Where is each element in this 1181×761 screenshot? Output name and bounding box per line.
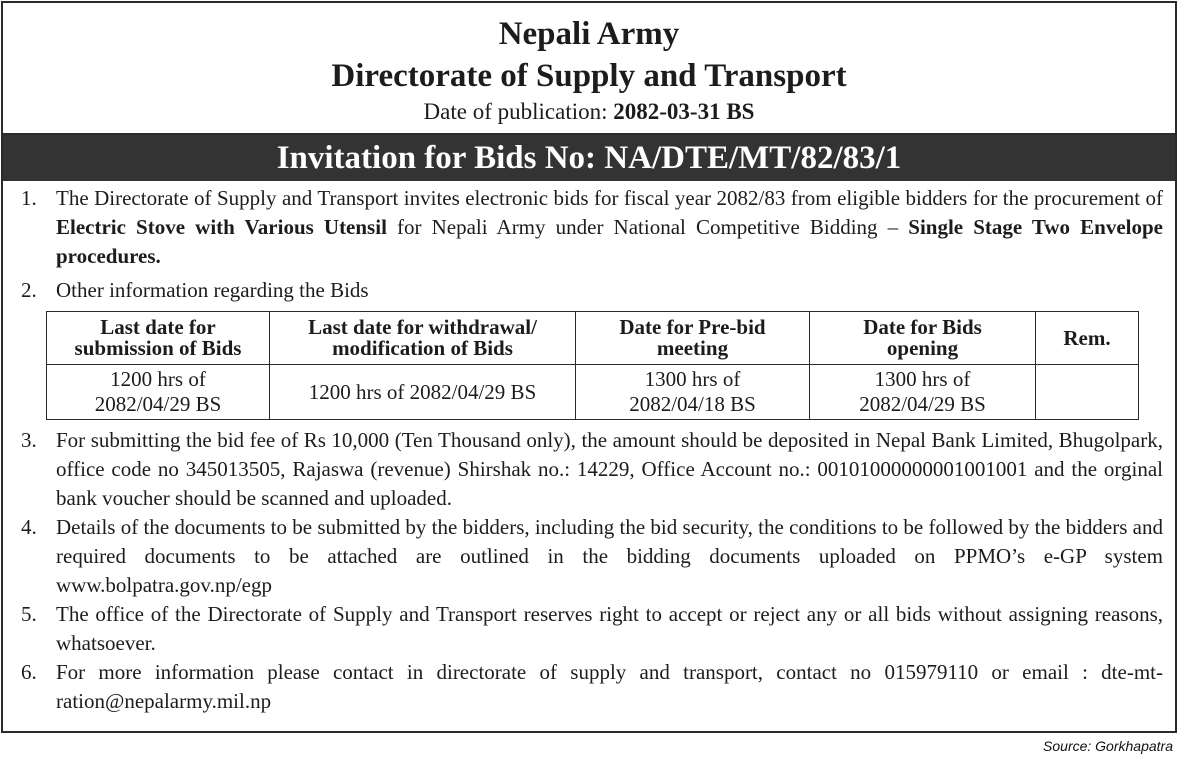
- list-item: [3, 276, 1175, 305]
- header-line: modification of Bids: [332, 336, 513, 360]
- organization-name: Nepali Army: [498, 16, 680, 52]
- item-number: 3.: [21, 428, 37, 452]
- cell-line: 2082/04/29 BS: [94, 392, 222, 416]
- item-number: 1.: [21, 186, 37, 210]
- item-text: For more information please contact in directorate of supply and transport, contact no 015979110 or email : dte-mt-ration@nepalarmy.mil.np: [56, 660, 1163, 713]
- cell-line: 1300 hrs of: [644, 367, 741, 391]
- table-row: [47, 365, 1139, 420]
- bid-dates-table: [46, 311, 1139, 420]
- col-header-remarks: Rem.: [1036, 312, 1139, 365]
- cell-remarks: [1036, 365, 1139, 420]
- item-text: Details of the documents to be submitted by the bidders, including the bid security, the conditions to be followed by the bidders and required documents to be attached are outlined in the bidding documents uploaded on PPMO’s e-GP system www.bolpatra.gov.np/egp: [56, 515, 1163, 597]
- cell-line: 1300 hrs of: [874, 367, 971, 391]
- header-line: Date for Pre-bid: [619, 315, 766, 339]
- cell-submission: [47, 365, 270, 420]
- col-header-submission: [47, 312, 270, 365]
- list-item: [3, 658, 1175, 716]
- table-header-row: [47, 312, 1139, 365]
- list-item: [3, 513, 1175, 600]
- item-number: 4.: [21, 515, 37, 539]
- cell-withdrawal: 1200 hrs of 2082/04/29 BS: [270, 365, 576, 420]
- item-number: 5.: [21, 602, 37, 626]
- header-line: meeting: [656, 336, 729, 360]
- item-number: 2.: [21, 278, 37, 302]
- list-item: [3, 184, 1175, 271]
- cell-line: 1200 hrs of: [110, 367, 206, 391]
- bid-title-banner: Invitation for Bids No: NA/DTE/MT/82/83/1: [3, 135, 1175, 181]
- cell-prebid: [576, 365, 810, 420]
- cell-line: 2082/04/18 BS: [629, 392, 756, 416]
- header-line: opening: [886, 336, 959, 360]
- cell-line: 2082/04/29 BS: [859, 392, 986, 416]
- item-text-part: for Nepali Army under National Competitive Bidding –: [386, 215, 909, 239]
- publication-date: 2082-03-31 BS: [613, 99, 755, 124]
- item-text: [56, 186, 1163, 268]
- col-header-prebid: [576, 312, 810, 365]
- publication-label: Date of publication:: [423, 99, 608, 124]
- item-text-part: The Directorate of Supply and Transport invites electronic bids for fiscal year 2082/83 from eligible bidders for the procurement of: [56, 186, 1163, 210]
- item-text: Other information regarding the Bids: [56, 278, 369, 302]
- list-item: [3, 600, 1175, 658]
- col-header-opening: [810, 312, 1036, 365]
- bid-notice: [1, 1, 1177, 733]
- item-number: 6.: [21, 660, 37, 684]
- cell-opening: [810, 365, 1036, 420]
- directorate-name: Directorate of Supply and Transport: [331, 58, 847, 94]
- notice-header: [3, 3, 1175, 135]
- col-header-withdrawal: [270, 312, 576, 365]
- item-product-name: Electric Stove with Various Utensil: [56, 215, 387, 239]
- item-text: For submitting the bid fee of Rs 10,000 (Ten Thousand only), the amount should be deposited in Nepal Bank Limited, Bhugolpark, office code no 345013505, Rajaswa (revenue) Shirshak no.: 14229, Office Account no.: 00101000000001001001 and the orginal bank voucher should be scanned and uploaded.: [56, 428, 1163, 510]
- header-line: Last date for withdrawal/: [308, 315, 537, 339]
- item-text: The office of the Directorate of Supply and Transport reserves right to accept or reject any or all bids without assigning reasons, whatsoever.: [56, 602, 1163, 655]
- header-line: Date for Bids: [863, 315, 982, 339]
- header-line: submission of Bids: [74, 336, 242, 360]
- publication-date-line: [3, 97, 1175, 127]
- header-line: Last date for: [100, 315, 216, 339]
- list-item: [3, 426, 1175, 513]
- item-procedure: Single Stage Two Envelope procedures.: [56, 215, 1163, 268]
- source-credit: Source: Gorkhapatra: [1043, 738, 1173, 754]
